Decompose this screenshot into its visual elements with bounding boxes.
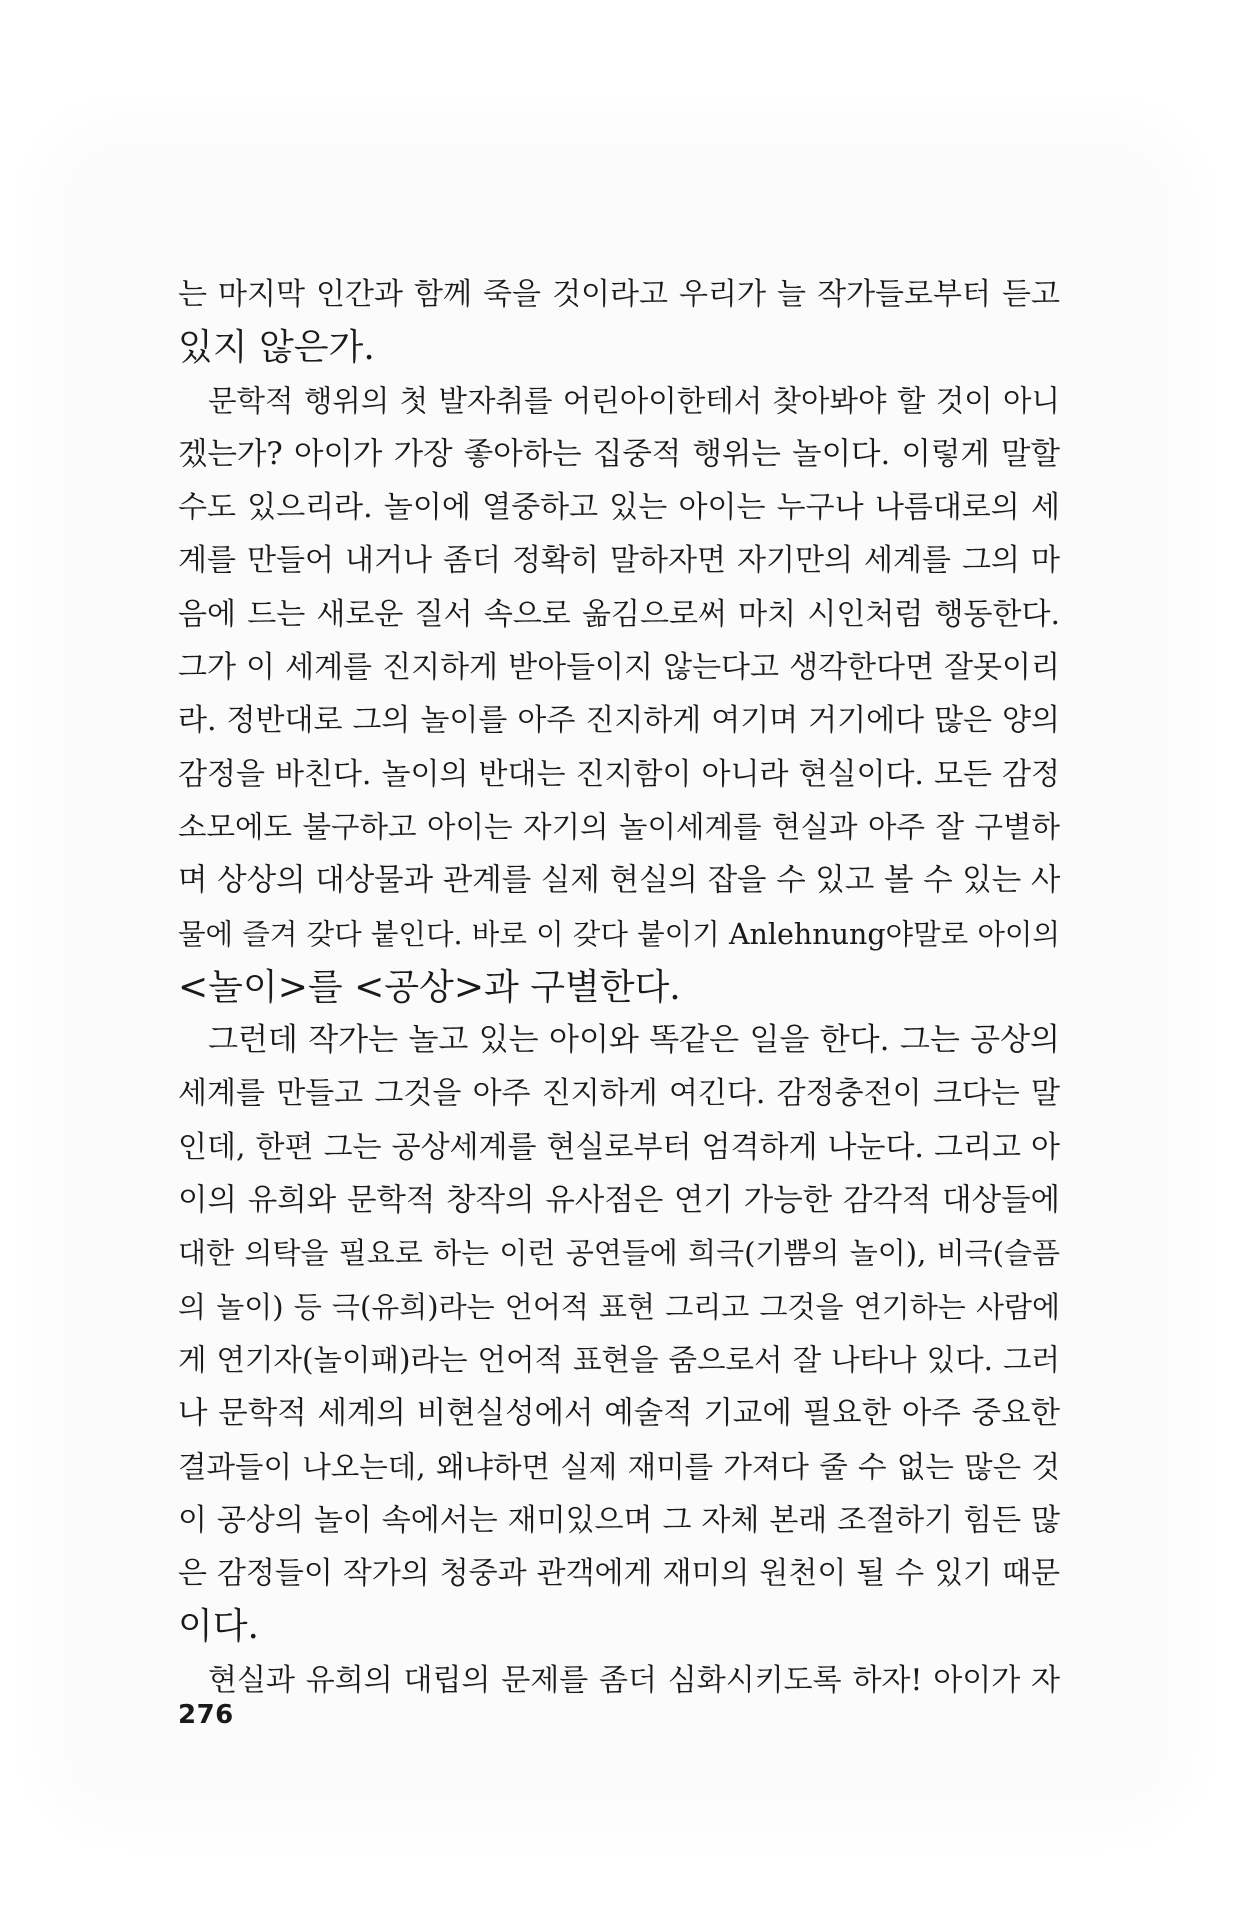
text-line: 세계를 만들고 그것을 아주 진지하게 여긴다. 감정충전이 크다는 말	[178, 1076, 1060, 1112]
text-line: 의 놀이) 등 극(유희)라는 언어적 표현 그리고 그것을 연기하는 사람에	[178, 1289, 1060, 1324]
text-line: 게 연기자(놀이패)라는 언어적 표현을 줌으로서 잘 나타나 있다. 그러	[178, 1342, 1060, 1377]
text-line: 수도 있으리라. 놀이에 열중하고 있는 아이는 누구나 나름대로의 세	[178, 490, 1060, 526]
text-line: 결과들이 나오는데, 왜냐하면 실제 재미를 가져다 줄 수 없는 많은 것	[178, 1449, 1060, 1484]
text-line: 계를 만들어 내거나 좀더 정확히 말하자면 자기만의 세계를 그의 마	[178, 543, 1060, 579]
text-line: 소모에도 불구하고 아이는 자기의 놀이세계를 현실과 아주 잘 구별하	[178, 809, 1060, 844]
text-line: 라. 정반대로 그의 놀이를 아주 진지하게 여기며 거기에다 많은 양의	[178, 703, 1060, 739]
text-line: 그가 이 세계를 진지하게 받아들이지 않는다고 생각한다면 잘못이리	[178, 650, 1060, 686]
text-line: 문학적 행위의 첫 발자취를 어린아이한테서 찾아봐야 할 것이 아니	[208, 383, 1060, 418]
text-line: 이 공상의 놀이 속에서는 재미있으며 그 자체 본래 조절하기 힘든 많	[178, 1502, 1060, 1538]
text-line: 며 상상의 대상물과 관계를 실제 현실의 잡을 수 있고 볼 수 있는 사	[178, 863, 1061, 899]
body-text	[178, 268, 1060, 1707]
text-line: <놀이>를 <공상>과 구별한다.	[178, 966, 681, 1008]
text-line: 대한 의탁을 필요로 하는 이런 공연들에 희극(기쁨의 놀이), 비극(슬픔	[178, 1236, 1060, 1271]
text-line: 그런데 작가는 놀고 있는 아이와 똑같은 일을 한다. 그는 공상의	[208, 1022, 1060, 1059]
text-line: 인데, 한편 그는 공상세계를 현실로부터 엄격하게 나눈다. 그리고 아	[178, 1129, 1060, 1165]
text-line: 음에 드는 새로운 질서 속으로 옮김으로써 마치 시인처럼 행동한다.	[178, 596, 1060, 632]
page-number: 276	[178, 1700, 234, 1730]
text-line: 겠는가? 아이가 가장 좋아하는 집중적 행위는 놀이다. 이렇게 말할	[178, 436, 1060, 472]
text-line: 있지 않은가.	[178, 327, 375, 369]
text-line: 현실과 유희의 대립의 문제를 좀더 심화시키도록 하자! 아이가 자	[208, 1662, 1060, 1698]
text-line: 물에 즐겨 갖다 붙인다. 바로 이 갖다 붙이기 Anlehnung야말로 아이의	[178, 917, 1060, 951]
text-line: 나 문학적 세계의 비현실성에서 예술적 기교에 필요한 아주 중요한	[178, 1396, 1060, 1432]
text-line: 은 감정들이 작가의 청중과 관객에게 재미의 원천이 될 수 있기 때문	[178, 1556, 1060, 1592]
text-line: 이의 유희와 문학적 창작의 유사점은 연기 가능한 감각적 대상들에	[178, 1183, 1060, 1219]
text-line: 이다.	[178, 1606, 259, 1648]
text-line: 감정을 바친다. 놀이의 반대는 진지함이 아니라 현실이다. 모든 감정	[178, 756, 1060, 792]
text-line: 는 마지막 인간과 함께 죽을 것이라고 우리가 늘 작가들로부터 듣고	[178, 277, 1060, 312]
